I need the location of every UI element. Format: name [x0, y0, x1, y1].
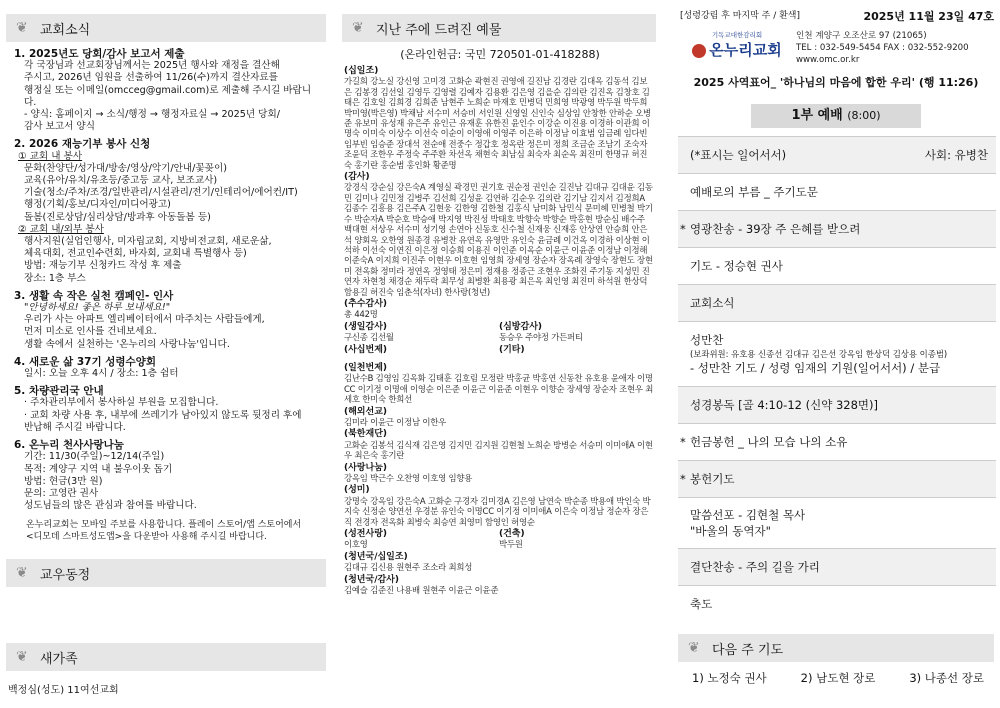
worship-step-body: [690, 258, 988, 274]
prayer-list: [672, 664, 1000, 686]
worship-step-text: 예배로의 부름 _ 주기도문: [690, 185, 818, 199]
news-item-line: 돌봄(진로상담/심리상담/방과후 아동돌봄 등): [24, 211, 211, 223]
worship-step-text: 봉헌기도: [690, 472, 735, 486]
worship-step: [678, 284, 996, 321]
bulletin-header: [672, 0, 1000, 24]
logo-mark-icon: [692, 44, 706, 58]
news-item: [0, 138, 330, 284]
prayer-person: 1) 노정숙 권사: [692, 671, 767, 685]
offering-category: (북한재단): [344, 429, 388, 440]
offering-names: 고화순 김봉석 김식재 김은영 김지민 김지원 김현철 노희순 방병순 서승미 이미애A 이현우 최은숙 홍기란: [344, 439, 653, 461]
worship-step-body: [690, 397, 988, 413]
worship-step-sub2: - 성만찬 기도 / 성령 임재의 기원(일어서서) / 분급: [690, 361, 941, 375]
news-item-line: 우리가 사는 아파트 엘리베이터에서 마주치는 사람들에게,: [24, 314, 265, 326]
offering-category: (해외선교): [344, 406, 388, 417]
prayer-person: 2) 남도현 장로: [800, 671, 876, 685]
offering-names: 가길희 강노실 강신영 고미경 고화순 곽현진 권영애 길진남 김경란 김대옥 김동석 김보은 김봉경 김선일 김영두 김영렬 김예자 김용환 김은영 김을순 김의란 김진옥 김창호 김태은 김호일 김희경 김희준 남현주 노희순 마재호 민병덕 민희영 박광영 박두원 박두희 박미영(박은영) 박채남 서수미 서승비 서인원 신영일 신인숙 심상임 안창한 안하순 오병준 유보미 유성재 유은주 유인근 유재훈 유한진 윤인수 이강순 이진용 이경하 이관희 이명숙 이미숙 이상수 이선숙 이순이 이영애 이영주 이은하 이정남 이효범 임금례 임다빈 임부빈 임승준 장대석 전순애 전중수 정갑호 정옥란 정은미 정희 조금순 조남기 조숙자 조윤덕 조한우 주정숙 주주환 차선옥 채현숙 최남심 최숙자 최순옥 최진미 한명규 허진숙 홍기란 홍순범 홍인화 황준명: [344, 76, 651, 170]
news-item-line: 문의: 고영란 권사: [24, 487, 99, 499]
news-item-line: 기술(청소/주차/조경/일반관리/시설관리/전기/인테리어/에어컨/IT): [24, 187, 298, 199]
news-item-line: 생활 속에서 실천하는 '온누리의 사랑나눔'입니다.: [24, 338, 230, 350]
standing-mark: *: [680, 222, 686, 236]
service-title: 1부 예배 (8:00): [751, 104, 921, 128]
news-item-line: 장소: 1층 부스: [24, 272, 86, 284]
news-item-line: - 양식: 홈페이지 → 소식/행정 → 행정자료실 → 2025년 당회/: [24, 109, 280, 121]
offering-pair: [344, 343, 654, 355]
worship-step-body: [690, 332, 988, 376]
offering-category: (성미): [344, 485, 370, 496]
news-item: [0, 48, 330, 133]
offering-category: (사십번제): [344, 344, 388, 355]
news-item: [0, 356, 330, 380]
middle-column: [340, 0, 660, 708]
news-item-line: 행정실 또는 이메일(omcceg@gmail.com)로 제출해 주시길 바랍니다.: [24, 84, 312, 108]
offering-names: 구신종 김선월: [344, 332, 394, 343]
news-item-line: 방법: 재능기부 신청카드 작성 후 제출: [24, 260, 182, 272]
news-item: [0, 385, 330, 434]
offering-pair: [344, 527, 654, 550]
worship-step-text: 축도: [690, 597, 713, 611]
worship-step: [678, 548, 996, 585]
news-item-title: 2. 2026 재능기부 봉사 신청: [14, 138, 151, 151]
worship-leader: 사회: 유병찬: [924, 148, 988, 162]
news-item: [0, 439, 330, 512]
offering-category: (십일조): [344, 66, 379, 76]
offering-category: (사랑나눔): [344, 462, 388, 473]
standing-mark: *: [680, 435, 686, 449]
worship-step-body: [690, 559, 988, 575]
news-item-title: 3. 생활 속 작은 실천 캠페인- 인사: [14, 289, 174, 302]
worship-step: [678, 210, 996, 247]
news-item-line: 교육(유아/유치/유초등/중고등 교사, 보조교사): [24, 175, 218, 187]
worship-step-text: 결단찬송 - 주의 길을 가리: [690, 560, 820, 574]
app-note: 온누리교회는 모바일 주보를 사용합니다. 플레이 스토어/앱 스토어에서 <디모데 스마트성도앱>을 다운받아 사용해 주시길 바랍니다.: [26, 520, 302, 542]
worship-step-text: 성경봉독 [골 4:10-12 (신약 328면)]: [690, 398, 878, 412]
worship-step: [678, 247, 996, 284]
leaf-icon: ❦: [688, 640, 700, 656]
newcomer-title: 새가족: [40, 651, 78, 667]
worship-step-body: [690, 434, 988, 450]
worship-step-sub2: "바울의 동역자": [690, 524, 771, 538]
worship-step: [678, 585, 996, 622]
leaf-icon: ❦: [16, 20, 28, 36]
offering-category: (감사): [344, 172, 370, 183]
news-item-line: 먼저 미소로 인사를 건네보세요.: [24, 326, 157, 338]
worship-step: [678, 497, 996, 548]
news-item-line: 반납해 주시길 바랍니다.: [24, 421, 126, 433]
news-item-title: 6. 온누리 천사사랑나눔: [14, 439, 124, 452]
offering-names: 김미라 이윤근 이정남 이한우: [344, 417, 447, 427]
leaf-icon: ❦: [16, 649, 28, 666]
offering-category: (청년국/십일조): [344, 551, 408, 562]
offering-category: (성전사랑): [344, 529, 388, 540]
news-item-line: 주시고, 2026년 임원을 선출하여 11/26(수)까지 결산자료를: [24, 72, 278, 84]
worship-step-sub: (보좌위원: 유호용 신종선 김대규 김은선 강옥임 한상덕 김상용 이종범): [690, 349, 948, 359]
offering-category: (건축): [499, 529, 525, 540]
leaf-icon: ❦: [16, 565, 28, 582]
news-item-line: 성도님들의 많은 관심과 참여를 바랍니다.: [24, 500, 197, 512]
news-item-line: 각 국장님과 선교회장님께서는 2025년 행사와 재정을 결산해: [24, 60, 280, 72]
offering-names: 박두원: [499, 539, 523, 550]
news-item-line: 체육대회, 전교인수련회, 바자회, 교회내 특별행사 등): [24, 248, 247, 260]
offering-category: (추수감사): [344, 298, 388, 309]
news-item-line: · 주차관리부에서 봉사하실 부원을 모집합니다.: [24, 397, 219, 409]
offering-pair-right: [499, 320, 654, 343]
worship-step: [678, 460, 996, 497]
worship-step: [678, 423, 996, 460]
news-item-line: 감사 보고서 양식: [24, 121, 95, 133]
yearly-theme: 2025 사역표어_ '하나님의 마음에 합한 우리' (행 11:26): [693, 76, 979, 89]
offering-category: (생일감사): [344, 321, 388, 332]
news-item-line: 행사지원(실업인행사, 미자립교회, 지방비전교회, 새로운삶,: [24, 236, 272, 248]
worship-step-text: (*표시는 일어서서): [690, 148, 787, 162]
offering-category: (심방감사): [499, 321, 543, 332]
worship-step-body: [690, 596, 988, 612]
standing-mark: *: [680, 472, 686, 486]
news-item-line: 일시: 오늘 오후 4시 / 장소: 1층 쉼터: [24, 368, 179, 380]
worship-step: [678, 136, 996, 173]
news-item-line: · 교회 차량 사용 후, 내부에 쓰레기가 남아있지 않도록 뒷정리 후에: [24, 409, 302, 421]
offering-title: 지난 주에 드려진 예물: [376, 22, 502, 38]
condolence-title: 교우동정: [40, 567, 91, 583]
liturgy-flag: [성령강림 후 마지막 주 / 환색]: [680, 11, 800, 21]
worship-step: [678, 173, 996, 210]
news-item: [0, 290, 330, 351]
news-item-line: 행정(기획/홍보/디자인/미디어광고): [24, 199, 171, 211]
worship-step-body: [690, 507, 988, 539]
news-item-title: 1. 2025년도 당회/감사 보고서 제출: [14, 48, 185, 60]
offering-names: 총 442명: [344, 309, 378, 320]
worship-order: [678, 136, 996, 622]
offering-category: (청년국/감사): [344, 574, 399, 585]
online-account: (온라인헌금: 국민 720501-01-418288): [400, 48, 600, 61]
spacer: [344, 355, 654, 361]
church-block: [672, 24, 1000, 66]
news-item-line: 방법: 현금(3만 원): [24, 475, 103, 487]
worship-step-body: [690, 295, 988, 311]
offering-names: 동승우 주야정 가든퍼티: [499, 332, 583, 343]
worship-step-body: [690, 147, 925, 163]
worship-step-body: [690, 221, 988, 237]
prayer-title: 다음 주 기도: [712, 642, 784, 658]
news-item-line: 기간: 11/30(주일)~12/14(주일): [24, 451, 165, 463]
worship-step-text: 말씀선포 - 김현철 목사: [690, 508, 806, 522]
offering-names: 김대규 김신용 원현주 조소라 최희성: [344, 562, 473, 573]
offering-names: 강옥임 박근수 오찬영 이호영 임향용: [344, 473, 473, 484]
worship-step-text: 기도 - 정승현 권사: [690, 259, 783, 273]
news-item-line: "안녕하세요! 좋은 하루 보내세요!": [24, 302, 171, 314]
left-column: [0, 0, 330, 708]
offering-pair-left: [344, 343, 499, 355]
news-item-title: 5. 차량관리국 안내: [14, 385, 104, 398]
offering-pair-right: [499, 527, 654, 550]
prayer-header: [678, 634, 994, 662]
offering-pair-left: [344, 527, 499, 550]
worship-step: [678, 321, 996, 386]
newcomer-text: 백정심(성도) 11여선교회: [8, 685, 119, 697]
worship-step-text: 교회소식: [690, 296, 735, 310]
offering-category: (일천번제): [344, 362, 388, 373]
offering-pair-right: [499, 343, 654, 355]
church-logo: 기독교대한감리회 온누리교회: [692, 30, 782, 60]
worship-step-text: 영광찬송 - 39장 주 은혜를 받으려: [690, 222, 861, 236]
news-header: [6, 14, 326, 42]
worship-step-body: [690, 471, 988, 487]
news-list: [0, 48, 330, 512]
offering-header: [342, 14, 656, 42]
news-item-line: ① 교회 내 봉사: [18, 150, 83, 162]
offering-list: [340, 66, 660, 596]
news-item-line: 목적: 계양구 지역 내 불우이웃 돕기: [24, 463, 173, 475]
news-item-line: ② 교회 내/외부 봉사: [18, 223, 104, 235]
newcomer-header: [6, 643, 326, 671]
offering-category: (기타): [499, 344, 525, 355]
offering-names: 강경식 강순심 강은숙A 계영실 곽경민 권기호 권순정 권인순 길진남 김대규 김대윤 김동민 김미나 김민정 김병주 김선희 김성윤 김연하 김순우 김의란 김기남 김지서 김정희A 김종수 김흥용 김은주A 김현웅 김한영 김한철 김홍식 남미화 남민식 문미혜 민병철 박기수 박순자A 박순호 박승애 박지영 박진성 박태호 박향숙 박향순 박홍현 방순심 배수주 백대현 서상우 서수미 성기영 손연아 신동호 신수철 신재웅 신재홍 안상연 안승희 안은석 양회옥 오한영 원종경 유병찬 유연옥 유영만 유인숙 윤금례 이건옥 이경하 이상현 이석하 이선숙 이연진 이은정 이승희 이용진 이인준 이옥순 이윤근 이윤준 이정남 이정해 이준숙A 이지희 이진주 이현우 이호현 임영희 장세영 장순자 장옥례 장영숙 장현도 장현미 전옥화 정미라 정연옥 정영태 정은미 정재용 정종근 조현우 조화진 주기동 지성민 진연자 차현청 채경순 채두락 최무성 최병환 최용광 최은옥 최인영 최진미 하석원 한상덕 함용길 허진숙 임춘석(자녀) 한사랑(청년): [344, 182, 653, 297]
issue-date: 2025년 11월 23일 47호: [863, 10, 994, 23]
church-contact: 인천 계양구 오조산로 97 (21065) TEL : 032-549-5454 FAX : 032-552-9200 www.omc.or.kr: [796, 31, 969, 65]
worship-step: [678, 386, 996, 423]
offering-names: 김난수B 김영임 김옥화 김태훈 김호림 모정란 박홍균 박홍연 신동찬 유호용 윤애자 이명CC 이기정 이명애 이영순 이은준 이윤근 이윤준 이현우 이향순 장세영 장순자 조현우 최세호 한미숙 한희선: [344, 373, 654, 405]
right-column: [672, 0, 1000, 708]
news-title: 교회소식: [40, 22, 91, 38]
prayer-person: 3) 나종선 장로: [909, 671, 984, 685]
news-item-line: 문화(찬양단/성가대/방송/영상/악기/안내/꽃꽂이): [24, 162, 227, 174]
leaf-icon: ❦: [352, 20, 364, 36]
condolence-header: [6, 559, 326, 587]
offering-names: 이호영: [344, 539, 368, 550]
offering-names: 김예슬 김준진 나용배 원현주 이윤근 이윤준: [344, 585, 499, 596]
worship-step-text: 성만찬: [690, 333, 724, 347]
worship-step-text: 헌금봉헌 _ 나의 모습 나의 소유: [690, 435, 848, 449]
offering-pair: [344, 320, 654, 343]
offering-pair-left: [344, 320, 499, 343]
news-item-title: 4. 새로운 삶 37기 성령수양회: [14, 355, 156, 368]
offering-names: 강명숙 강옥임 강은숙A 고화순 구경자 김미경A 김은영 남연숙 박순종 박용애 박인숙 박지숙 신정순 양연선 우경분 유인숙 이명CC 이기정 이미애A 이은숙 이정남 정순자 장은직 전경자 전옥화 최병숙 최승연 최영미 함영인 허영순: [344, 495, 651, 527]
worship-step-body: [690, 184, 988, 200]
